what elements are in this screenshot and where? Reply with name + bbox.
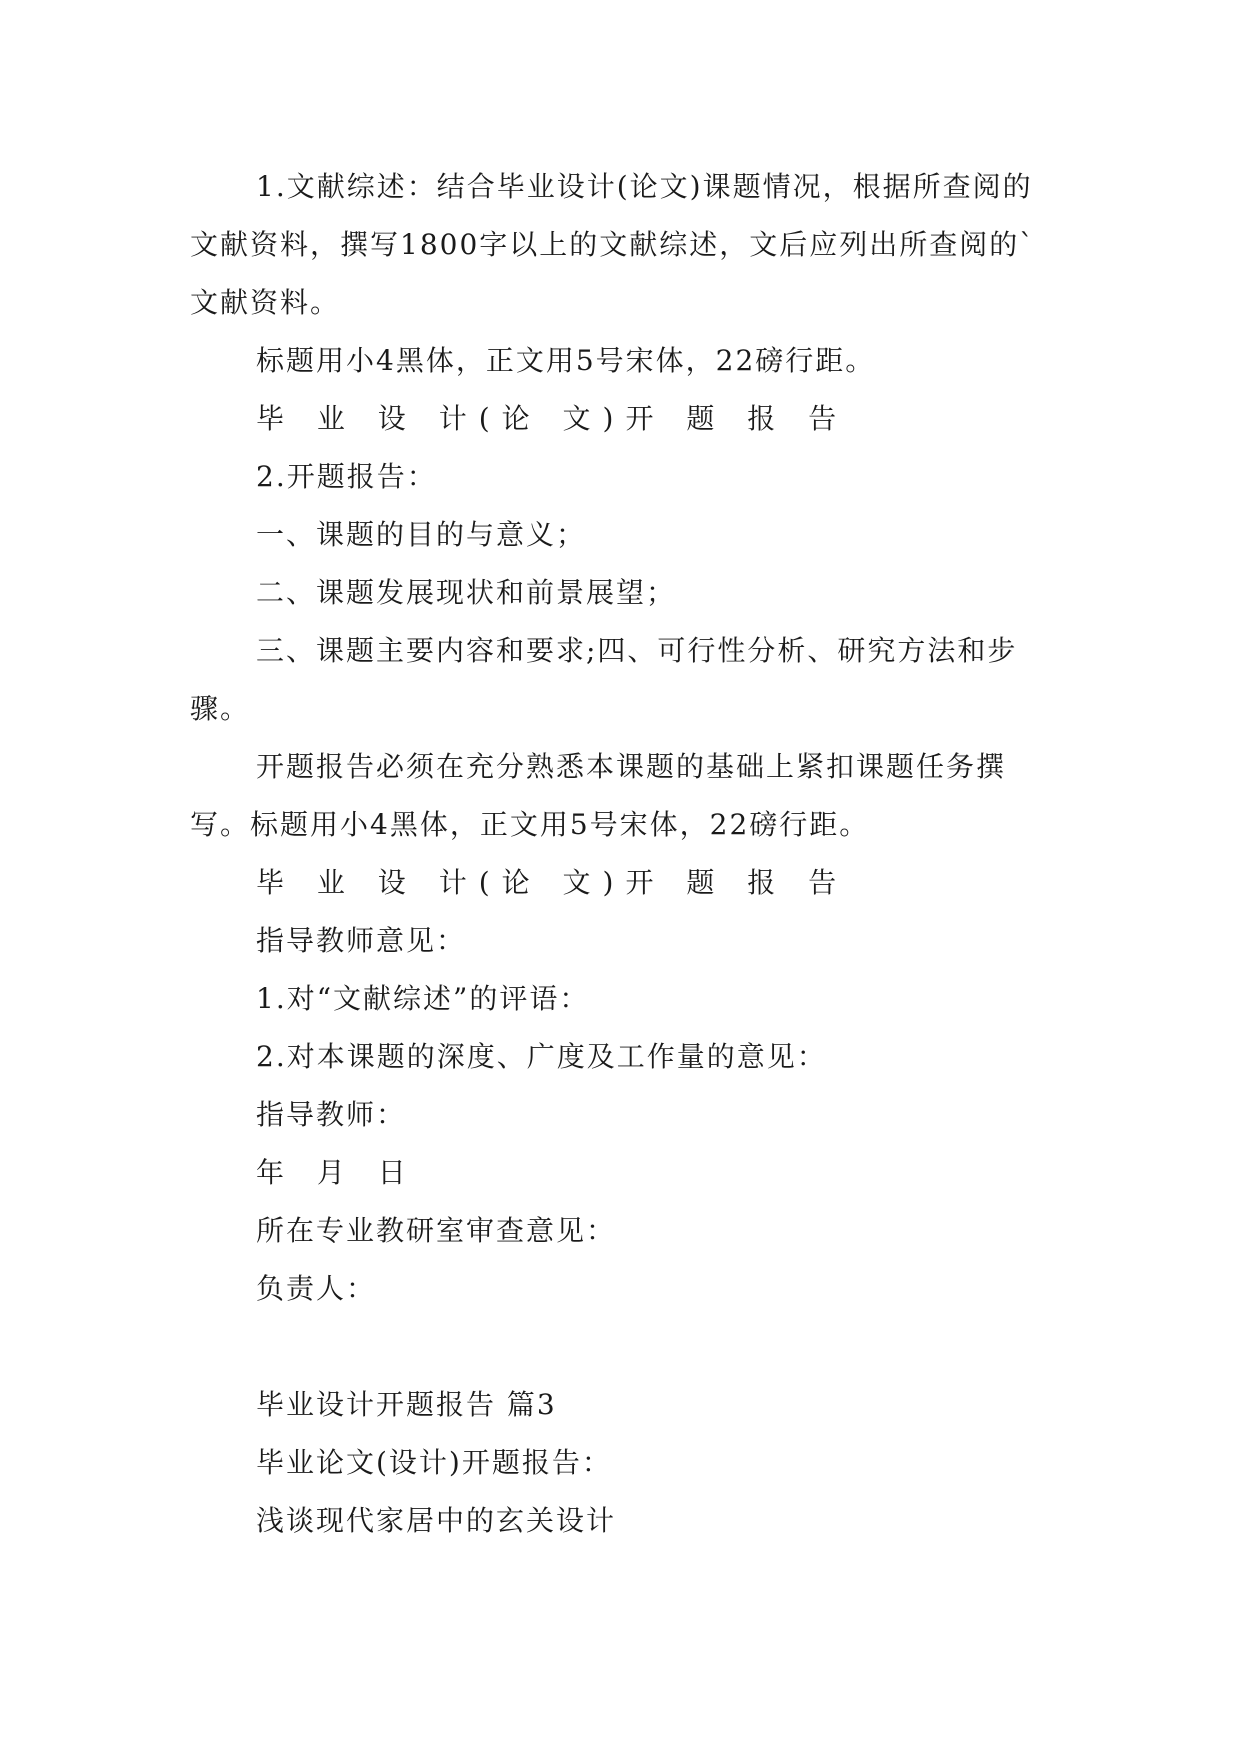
paragraph-topic: 浅谈现代家居中的玄关设计 [256, 1504, 617, 1537]
signature-advisor: 指导教师： [256, 1098, 407, 1131]
paragraph-thesis-report: 毕业论文(设计)开题报告： [256, 1446, 612, 1479]
paragraph-literature-review: 1.文献综述：结合毕业设计(论文)课题情况，根据所查阅的文献资料，撰写1800字以上的文献综述，文后应列出所查阅的`文献资料。 [190, 170, 1036, 319]
paragraph-advisor-opinion: 指导教师意见： [256, 924, 467, 957]
list-item: 1.对“文献综述”的评语： [256, 982, 590, 1015]
list-item: 一、课题的目的与意义； [256, 518, 587, 551]
section-heading: 毕 业 设 计(论 文)开 题 报 告 [256, 866, 849, 899]
paragraph-format-note: 标题用小4黑体，正文用5号宋体，22磅行距。 [256, 344, 876, 377]
paragraph-requirements: 开题报告必须在充分熟悉本课题的基础上紧扣课题任务撰写。标题用小4黑体，正文用5号宋体，22磅行距。 [190, 750, 1007, 841]
section-heading: 毕 业 设 计(论 文)开 题 报 告 [256, 402, 849, 435]
article-heading: 毕业设计开题报告 篇3 [256, 1388, 557, 1421]
list-item: 二、课题发展现状和前景展望； [256, 576, 677, 609]
signature-responsible: 负责人： [256, 1272, 377, 1305]
paragraph-opening-report: 2.开题报告： [256, 460, 437, 493]
list-item: 三、课题主要内容和要求;四、可行性分析、研究方法和步骤。 [190, 634, 1018, 725]
paragraph-department-review: 所在专业教研室审查意见： [256, 1214, 617, 1247]
list-item: 2.对本课题的深度、广度及工作量的意见： [256, 1040, 827, 1073]
date-line: 年 月 日 [256, 1156, 418, 1189]
